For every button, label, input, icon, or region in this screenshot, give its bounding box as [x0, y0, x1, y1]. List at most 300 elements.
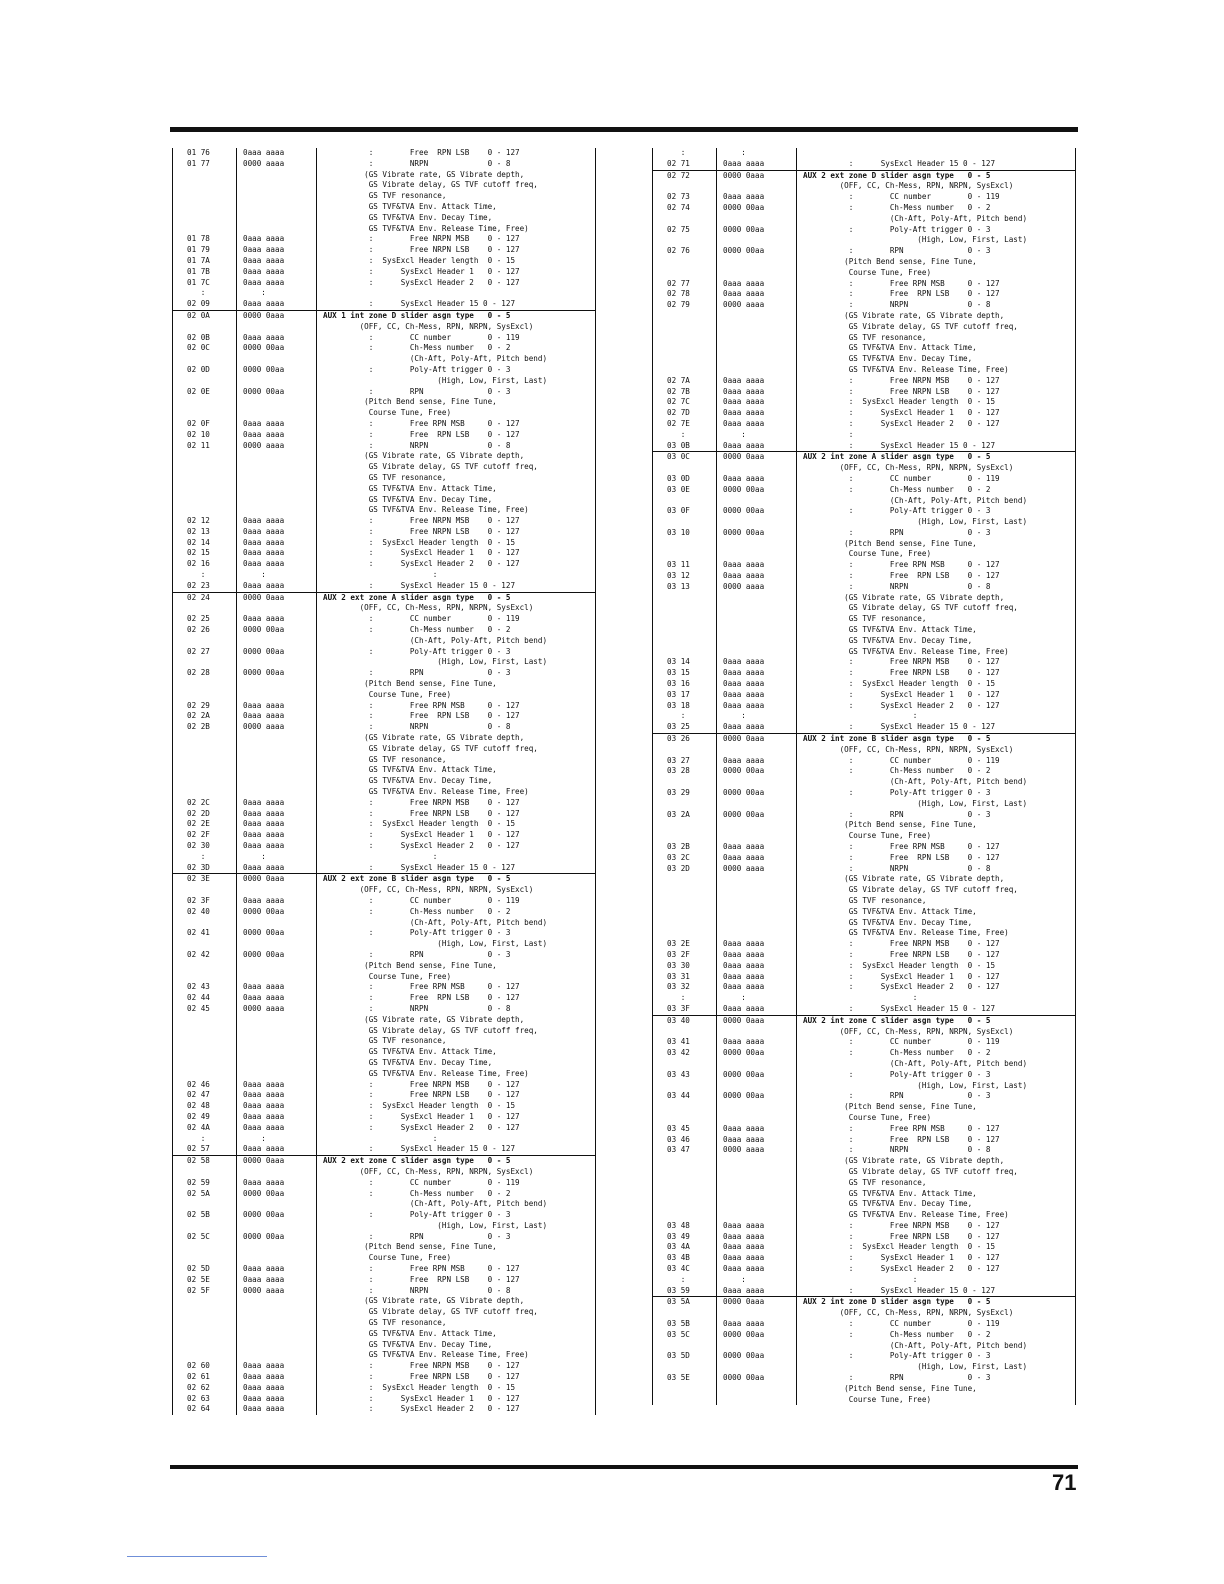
description-cell: GS Vibrate delay, GS TVF cutoff freq, [323, 743, 538, 753]
address-cell: : [173, 1134, 237, 1145]
address-cell: 03 5E [653, 1373, 717, 1384]
data-cell: 0aaa aaaa [717, 972, 797, 983]
description-cell: AUX 2 int zone B slider asgn type 0 - 5 [803, 734, 991, 744]
description-cell: GS TVF&TVA Env. Release Time, Free) [323, 1350, 529, 1360]
data-cell: 0000 00aa [717, 528, 797, 539]
data-cell [717, 1113, 797, 1124]
address-cell [653, 181, 717, 192]
description-cell: : Free NRPN LSB 0 - 127 [323, 808, 520, 818]
data-cell [717, 896, 797, 907]
table-row [173, 1080, 595, 1091]
table-row [173, 733, 595, 744]
description-cell: : SysExcl Header 15 0 - 127 [803, 722, 996, 732]
address-cell: 03 15 [653, 668, 717, 679]
table-row [173, 907, 595, 918]
table-row [653, 1178, 1075, 1189]
description-cell: : NRPN 0 - 8 [803, 300, 991, 310]
address-cell: 02 28 [173, 668, 237, 679]
data-cell: 0000 00aa [717, 810, 797, 821]
description-cell: AUX 2 int zone D slider asgn type 0 - 5 [803, 1297, 991, 1307]
address-cell: 02 5E [173, 1275, 237, 1286]
address-cell [653, 777, 717, 788]
address-cell [653, 1210, 717, 1221]
data-cell: 0000 00aa [717, 1351, 797, 1362]
data-cell [717, 463, 797, 474]
data-cell [237, 918, 317, 929]
address-cell [173, 972, 237, 983]
table-row [173, 1275, 595, 1286]
parameter-block [652, 733, 1076, 1015]
data-cell: 0000 00aa [237, 365, 317, 376]
table-row [653, 820, 1075, 831]
description-cell: : SysExcl Header length 0 - 15 [323, 537, 516, 547]
address-cell [173, 744, 237, 755]
table-row [173, 982, 595, 993]
address-cell: : [173, 570, 237, 581]
data-cell [237, 202, 317, 213]
address-cell [173, 1167, 237, 1178]
table-row [173, 1253, 595, 1264]
address-cell [653, 625, 717, 636]
data-cell [717, 496, 797, 507]
description-cell: AUX 2 ext zone B slider asgn type 0 - 5 [323, 874, 511, 884]
address-cell: 03 10 [653, 528, 717, 539]
table-row [653, 1124, 1075, 1135]
data-cell: 0aaa aaaa [717, 690, 797, 701]
description-cell: : SysExcl Header 1 0 - 127 [323, 830, 520, 840]
table-row [653, 171, 1075, 182]
data-cell: 0000 00aa [717, 506, 797, 517]
description-cell: : CC number 0 - 119 [323, 1177, 520, 1187]
address-cell [653, 333, 717, 344]
table-row [653, 679, 1075, 690]
table-row [173, 430, 595, 441]
description-cell: : Free NRPN LSB 0 - 127 [323, 245, 520, 255]
parameter-block [652, 1296, 1076, 1405]
description-cell: GS TVF&TVA Env. Release Time, Free) [803, 646, 1009, 656]
address-cell: 02 0A [173, 311, 237, 322]
data-cell [237, 451, 317, 462]
address-cell: 03 13 [653, 582, 717, 593]
address-cell: 02 10 [173, 430, 237, 441]
data-cell: 0aaa aaaa [717, 1124, 797, 1135]
data-cell [717, 181, 797, 192]
data-cell: 0aaa aaaa [237, 614, 317, 625]
description-cell: (OFF, CC, Ch-Mess, RPN, NRPN, SysExcl) [323, 321, 534, 331]
description-cell: GS TVF&TVA Env. Decay Time, [803, 354, 973, 364]
table-row [653, 1048, 1075, 1059]
description-cell: GS TVF&TVA Env. Release Time, Free) [803, 1210, 1009, 1220]
address-cell [653, 496, 717, 507]
table-row [653, 950, 1075, 961]
data-cell [717, 928, 797, 939]
data-cell [717, 214, 797, 225]
table-row [173, 387, 595, 398]
description-cell: : RPN 0 - 3 [323, 386, 511, 396]
address-cell: 02 11 [173, 441, 237, 452]
address-cell: 02 7B [653, 387, 717, 398]
address-cell [173, 1242, 237, 1253]
table-row [173, 408, 595, 419]
table-row [653, 257, 1075, 268]
data-cell: 0000 aaaa [237, 441, 317, 452]
table-row [173, 1383, 595, 1394]
address-cell [173, 603, 237, 614]
table-row [173, 744, 595, 755]
table-row [173, 1123, 595, 1134]
table-row [653, 1102, 1075, 1113]
parameter-block [172, 148, 596, 310]
address-cell: 02 14 [173, 538, 237, 549]
data-cell [237, 1199, 317, 1210]
description-cell: : CC number 0 - 119 [803, 192, 1000, 202]
description-cell: : Ch-Mess number 0 - 2 [323, 906, 511, 916]
table-row [173, 647, 595, 658]
data-cell: 0aaa aaaa [717, 397, 797, 408]
data-cell [237, 1221, 317, 1232]
address-cell: 02 64 [173, 1404, 237, 1415]
address-cell: 03 0B [653, 441, 717, 452]
data-cell [237, 1318, 317, 1329]
address-cell [653, 1178, 717, 1189]
description-cell: GS TVF&TVA Env. Decay Time, [323, 212, 493, 222]
table-row [653, 463, 1075, 474]
description-cell: : Poly-Aft trigger 0 - 3 [803, 224, 991, 234]
description-cell: : Free RPN LSB 0 - 127 [803, 571, 1000, 581]
table-row [173, 224, 595, 235]
description-cell: : Free NRPN MSB 0 - 127 [323, 1361, 520, 1371]
table-row [173, 852, 595, 863]
address-cell [653, 1308, 717, 1319]
data-cell: 0aaa aaaa [237, 1101, 317, 1112]
table-row [173, 170, 595, 181]
table-row [653, 246, 1075, 257]
data-cell: 0aaa aaaa [237, 234, 317, 245]
description-cell: Course Tune, Free) [803, 267, 932, 277]
data-cell: : [717, 1275, 797, 1286]
address-cell: 01 77 [173, 159, 237, 170]
address-cell [653, 614, 717, 625]
address-cell [173, 213, 237, 224]
table-row [173, 972, 595, 983]
data-cell: 0aaa aaaa [717, 408, 797, 419]
data-cell: 0aaa aaaa [717, 279, 797, 290]
address-cell: 03 16 [653, 679, 717, 690]
table-row [173, 830, 595, 841]
table-row [173, 1210, 595, 1221]
data-cell: 0000 00aa [717, 788, 797, 799]
table-row [653, 496, 1075, 507]
data-cell [237, 1253, 317, 1264]
table-row [653, 235, 1075, 246]
description-cell: GS TVF resonance, [323, 1318, 447, 1328]
table-row [173, 636, 595, 647]
description-cell: GS TVF&TVA Env. Decay Time, [323, 1339, 493, 1349]
data-cell: 0aaa aaaa [237, 1264, 317, 1275]
data-cell: 0aaa aaaa [237, 538, 317, 549]
data-cell [237, 776, 317, 787]
table-row [173, 256, 595, 267]
address-cell [173, 1307, 237, 1318]
table-row [173, 603, 595, 614]
description-cell: (High, Low, First, Last) [323, 1220, 548, 1230]
data-cell [237, 1026, 317, 1037]
address-cell [653, 918, 717, 929]
description-cell: : [803, 711, 918, 721]
address-cell [653, 1341, 717, 1352]
description-cell: : [323, 570, 438, 580]
description-cell: GS TVF&TVA Env. Release Time, Free) [323, 223, 529, 233]
description-cell: : SysExcl Header 2 0 - 127 [803, 700, 1000, 710]
description-cell: : NRPN 0 - 8 [803, 581, 991, 591]
data-cell [717, 918, 797, 929]
description-cell: : NRPN 0 - 8 [323, 1285, 511, 1295]
table-row [653, 1156, 1075, 1167]
data-cell: 0aaa aaaa [237, 333, 317, 344]
description-cell: GS Vibrate delay, GS TVF cutoff freq, [803, 885, 1018, 895]
table-row [173, 819, 595, 830]
address-cell: 02 5A [173, 1189, 237, 1200]
description-cell: (Ch-Aft, Poly-Aft, Pitch bend) [323, 354, 548, 364]
data-cell: 0aaa aaaa [237, 1090, 317, 1101]
data-cell: 0000 00aa [717, 246, 797, 257]
data-cell [237, 376, 317, 387]
table-row [653, 690, 1075, 701]
address-cell [653, 874, 717, 885]
description-cell: : Free NRPN LSB 0 - 127 [803, 386, 1000, 396]
description-cell: : SysExcl Header 2 0 - 127 [803, 982, 1000, 992]
description-cell: GS Vibrate delay, GS TVF cutoff freq, [323, 1025, 538, 1035]
data-cell: 0aaa aaaa [237, 798, 317, 809]
table-row [173, 354, 595, 365]
address-cell: 01 7A [173, 256, 237, 267]
table-row [173, 863, 595, 874]
address-cell: 03 47 [653, 1145, 717, 1156]
table-row [173, 365, 595, 376]
description-cell: (Pitch Bend sense, Fine Tune, [323, 960, 497, 970]
description-cell: AUX 2 ext zone A slider asgn type 0 - 5 [323, 592, 511, 602]
table-row [653, 1210, 1075, 1221]
description-cell: Course Tune, Free) [803, 549, 932, 559]
description-cell: : Free RPN MSB 0 - 127 [323, 700, 520, 710]
data-cell: 0aaa aaaa [717, 961, 797, 972]
table-row [173, 690, 595, 701]
table-row [653, 745, 1075, 756]
address-cell [173, 776, 237, 787]
address-cell [173, 484, 237, 495]
description-cell: (GS Vibrate rate, GS Vibrate depth, [803, 592, 1005, 602]
description-cell: : Poly-Aft trigger 0 - 3 [323, 646, 511, 656]
table-row [173, 159, 595, 170]
table-row [173, 1112, 595, 1123]
table-row [173, 462, 595, 473]
data-cell: 0aaa aaaa [717, 982, 797, 993]
description-cell: : Free NRPN MSB 0 - 127 [803, 939, 1000, 949]
description-cell: (Pitch Bend sense, Fine Tune, [323, 397, 497, 407]
address-cell [173, 1318, 237, 1329]
data-cell: 0aaa aaaa [237, 1178, 317, 1189]
address-cell [653, 1059, 717, 1070]
description-cell: : CC number 0 - 119 [803, 1037, 1000, 1047]
data-cell: 0aaa aaaa [717, 376, 797, 387]
data-cell: 0aaa aaaa [237, 1383, 317, 1394]
table-row [173, 538, 595, 549]
description-cell: GS Vibrate delay, GS TVF cutoff freq, [323, 180, 538, 190]
data-cell [717, 647, 797, 658]
address-cell: 03 31 [653, 972, 717, 983]
address-cell: 02 0E [173, 387, 237, 398]
description-cell: GS TVF resonance, [803, 332, 927, 342]
table-row [653, 1027, 1075, 1038]
data-cell: 0000 aaaa [237, 722, 317, 733]
address-cell: 02 7C [653, 397, 717, 408]
data-cell [717, 907, 797, 918]
parameter-block [652, 1015, 1076, 1297]
data-cell: 0aaa aaaa [237, 993, 317, 1004]
description-cell: : SysExcl Header 2 0 - 127 [323, 1404, 520, 1414]
address-cell [173, 733, 237, 744]
data-cell: 0000 00aa [717, 203, 797, 214]
description-cell: : Free RPN LSB 0 - 127 [323, 711, 520, 721]
table-row [173, 711, 595, 722]
address-cell: : [653, 711, 717, 722]
address-cell: 03 3F [653, 1004, 717, 1015]
data-cell: 0aaa aaaa [717, 1319, 797, 1330]
table-row [653, 506, 1075, 517]
table-row [653, 354, 1075, 365]
table-row [653, 1351, 1075, 1362]
data-cell: 0aaa aaaa [237, 148, 317, 159]
table-row [653, 701, 1075, 712]
data-cell: 0aaa aaaa [717, 387, 797, 398]
description-cell: (Ch-Aft, Poly-Aft, Pitch bend) [323, 1199, 548, 1209]
data-cell [237, 191, 317, 202]
data-cell: 0aaa aaaa [237, 527, 317, 538]
description-cell: (Ch-Aft, Poly-Aft, Pitch bend) [323, 635, 548, 645]
address-cell: 02 16 [173, 559, 237, 570]
address-cell [653, 268, 717, 279]
table-row [653, 1373, 1075, 1384]
table-row [653, 788, 1075, 799]
description-cell: (GS Vibrate rate, GS Vibrate depth, [803, 874, 1005, 884]
table-row [173, 1004, 595, 1015]
address-cell [653, 1362, 717, 1373]
address-cell: 02 73 [653, 192, 717, 203]
data-cell: 0aaa aaaa [717, 1232, 797, 1243]
table-row [173, 1058, 595, 1069]
data-cell [717, 1059, 797, 1070]
data-cell: 0aaa aaaa [237, 1372, 317, 1383]
address-cell: 01 7C [173, 278, 237, 289]
data-cell: 0000 00aa [237, 647, 317, 658]
description-cell: : Free NRPN MSB 0 - 127 [803, 657, 1000, 667]
address-cell [173, 505, 237, 516]
address-cell: 02 76 [653, 246, 717, 257]
address-cell: 02 77 [653, 279, 717, 290]
address-cell [653, 549, 717, 560]
address-cell: 02 79 [653, 300, 717, 311]
address-cell: 03 4C [653, 1264, 717, 1275]
table-row [653, 376, 1075, 387]
data-cell [237, 322, 317, 333]
description-cell: GS TVF&TVA Env. Release Time, Free) [803, 928, 1009, 938]
data-cell: 0aaa aaaa [237, 1394, 317, 1405]
description-cell: GS TVF&TVA Env. Decay Time, [323, 776, 493, 786]
data-cell: 0000 00aa [237, 343, 317, 354]
table-row [653, 853, 1075, 864]
table-row [173, 679, 595, 690]
description-cell: (GS Vibrate rate, GS Vibrate depth, [323, 1296, 525, 1306]
address-cell: 03 30 [653, 961, 717, 972]
description-cell: GS TVF&TVA Env. Attack Time, [323, 1328, 497, 1338]
address-cell: 03 0C [653, 452, 717, 463]
description-cell: GS TVF&TVA Env. Release Time, Free) [323, 1068, 529, 1078]
table-row [173, 245, 595, 256]
address-cell: 01 7B [173, 267, 237, 278]
data-cell: 0aaa aaaa [237, 245, 317, 256]
table-row [653, 408, 1075, 419]
table-row [653, 1037, 1075, 1048]
description-cell: : SysExcl Header 1 0 - 127 [323, 266, 520, 276]
table-row [653, 517, 1075, 528]
data-cell [717, 1102, 797, 1113]
data-cell [237, 972, 317, 983]
address-cell: 03 2D [653, 864, 717, 875]
address-cell [173, 1350, 237, 1361]
address-cell: 02 49 [173, 1112, 237, 1123]
description-cell: : SysExcl Header 1 0 - 127 [323, 1111, 520, 1121]
data-cell [717, 636, 797, 647]
data-cell [237, 1340, 317, 1351]
description-cell: GS TVF&TVA Env. Attack Time, [323, 765, 497, 775]
description-cell: : Ch-Mess number 0 - 2 [803, 766, 991, 776]
table-row [173, 1340, 595, 1351]
table-row [653, 1167, 1075, 1178]
address-cell [173, 376, 237, 387]
description-cell: (Pitch Bend sense, Fine Tune, [323, 679, 497, 689]
table-row [173, 614, 595, 625]
data-cell: 0aaa aaaa [717, 842, 797, 853]
address-cell [653, 831, 717, 842]
data-cell: 0000 aaaa [237, 1004, 317, 1015]
table-row [173, 495, 595, 506]
address-cell: 02 44 [173, 993, 237, 1004]
address-cell: 02 2E [173, 819, 237, 830]
data-cell: 0000 aaaa [717, 582, 797, 593]
address-cell: 03 14 [653, 657, 717, 668]
address-cell [653, 1395, 717, 1406]
table-row [653, 1395, 1075, 1406]
description-cell: (High, Low, First, Last) [323, 375, 548, 385]
data-cell: 0aaa aaaa [237, 430, 317, 441]
data-cell: 0000 00aa [237, 1189, 317, 1200]
address-cell: 03 48 [653, 1221, 717, 1232]
address-cell: 03 44 [653, 1091, 717, 1102]
description-cell: GS TVF&TVA Env. Attack Time, [323, 201, 497, 211]
table-row [653, 918, 1075, 929]
data-cell [717, 1027, 797, 1038]
data-cell [717, 799, 797, 810]
description-cell: : SysExcl Header 2 0 - 127 [323, 1122, 520, 1132]
address-cell [173, 354, 237, 365]
description-cell: : Free RPN MSB 0 - 127 [803, 278, 1000, 288]
description-cell: : SysExcl Header length 0 - 15 [323, 255, 516, 265]
table-row [653, 485, 1075, 496]
data-cell [237, 213, 317, 224]
description-cell: : NRPN 0 - 8 [803, 1145, 991, 1155]
table-row [173, 1189, 595, 1200]
description-cell: : SysExcl Header 15 0 - 127 [803, 158, 996, 168]
